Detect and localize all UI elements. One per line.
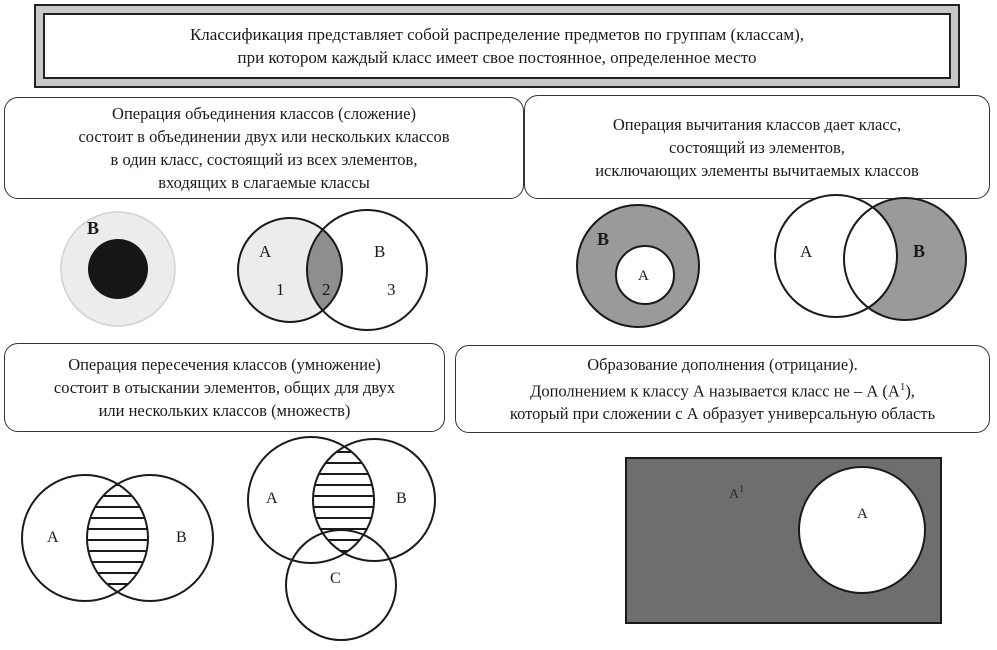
header-line-2: при котором каждый класс имеет свое постоянное, определенное место <box>237 48 757 67</box>
union-line-1: Операция объединения классов (сложение) <box>112 104 416 123</box>
intersection-d2-label-b: В <box>396 490 407 507</box>
intersection-d2-label-c: С <box>330 570 341 587</box>
subtraction-d2-label-a: А <box>800 242 813 261</box>
union-inner-circle-black <box>88 239 148 299</box>
complement-line-2-end: ), <box>905 381 915 401</box>
union-line-2: состоит в объединении двух или нескольких классов <box>78 127 450 146</box>
subtraction-diagram-ring <box>577 205 699 327</box>
union-line-3: в один класс, состоящий из всех элементов, <box>110 150 418 169</box>
union-diagram-concentric <box>61 212 175 326</box>
intersection-diagram-three <box>248 437 435 640</box>
complement-line-2-sup: 1 <box>899 380 906 393</box>
subtraction-line-2: состоящий из элементов, <box>669 137 845 157</box>
union-d2-region-2: 2 <box>322 280 331 299</box>
intersection-line-2: состоит в отыскании элементов, общих для двух <box>53 378 396 397</box>
complement-line-1: Образование дополнения (отрицание). <box>587 354 858 374</box>
union-d2-label-b: В <box>374 242 386 261</box>
intersection-d1-label-b: В <box>176 529 187 546</box>
complement-line-2-text: Дополнением к классу А называется класс не – А (А <box>530 381 900 401</box>
subtraction-d1-label-b: В <box>597 229 610 249</box>
intersection-diagram-two <box>22 475 213 601</box>
intersection-line-3: или нескольких классов (множеств) <box>98 401 351 420</box>
intersection-d2-label-a: А <box>266 490 278 507</box>
union-diagram-venn <box>238 210 427 330</box>
complement-diagram <box>626 458 941 623</box>
complement-label-a-prime-text: А <box>729 487 740 502</box>
complement-line-3: который при сложении с А образует универсальную область <box>509 404 936 424</box>
union-d2-region-3: 3 <box>387 280 396 299</box>
union-line-4: входящих в слагаемые классы <box>158 173 370 192</box>
complement-label-a-prime-sup: 1 <box>739 484 745 495</box>
subtraction-diagram-venn <box>775 195 966 320</box>
union-d1-label-b: В <box>87 218 100 238</box>
header-line-1: Классификация представляет собой распределение предметов по группам (классам), <box>189 25 805 44</box>
complement-label-a: А <box>857 506 868 522</box>
subtraction-d1-label-a: А <box>638 268 649 284</box>
union-d2-label-a: А <box>259 242 272 261</box>
subtraction-line-3: исключающих элементы вычитаемых классов <box>595 160 919 180</box>
intersection-line-1: Операция пересечения классов (умножение) <box>68 355 381 374</box>
complement-circle-a <box>799 467 925 593</box>
subtraction-d2-label-b: В <box>913 241 926 261</box>
union-d2-region-1: 1 <box>276 280 285 299</box>
intersection-d1-label-a: А <box>47 529 59 546</box>
subtraction-line-1: Операция вычитания классов дает класс, <box>612 114 902 134</box>
